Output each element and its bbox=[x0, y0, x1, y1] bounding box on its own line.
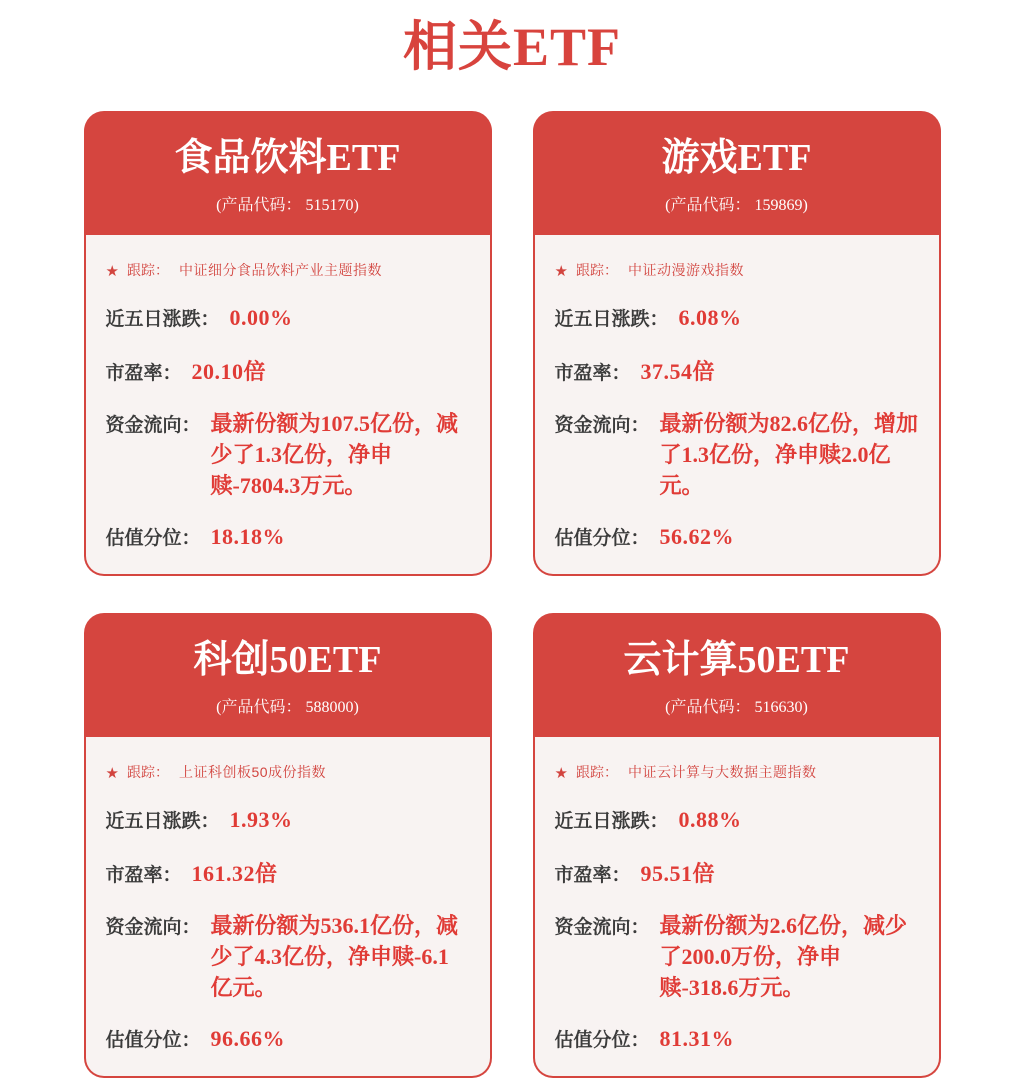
valuation-value: 56.62% bbox=[659, 524, 735, 549]
card-body bbox=[84, 737, 492, 1078]
card-header bbox=[533, 613, 941, 737]
valuation-value: 81.31% bbox=[659, 1026, 735, 1051]
valuation-label: 估值分位： bbox=[105, 528, 201, 549]
etf-product-code: (产品代码： 515170) bbox=[216, 197, 359, 214]
valuation-row bbox=[555, 523, 919, 550]
change5d-value: 0.00% bbox=[229, 305, 293, 330]
card-body bbox=[84, 235, 492, 576]
change5d-value: 1.93% bbox=[229, 807, 293, 832]
etf-card-grid bbox=[0, 111, 1024, 1078]
change5d-value: 6.08% bbox=[678, 305, 742, 330]
etf-card-star50 bbox=[84, 613, 492, 1078]
change5d-row bbox=[106, 806, 470, 833]
track-label: 跟踪： bbox=[126, 262, 169, 278]
pe-label: 市盈率： bbox=[105, 363, 182, 384]
change5d-row bbox=[555, 304, 919, 331]
pe-value: 95.51倍 bbox=[640, 861, 716, 886]
track-line bbox=[106, 261, 470, 280]
track-line bbox=[106, 763, 470, 782]
card-header bbox=[533, 111, 941, 235]
pe-row bbox=[106, 857, 470, 888]
etf-name: 游戏ETF bbox=[661, 137, 812, 179]
change5d-row bbox=[555, 806, 919, 833]
valuation-label: 估值分位： bbox=[105, 1030, 201, 1051]
page-title: 相关ETF bbox=[402, 17, 622, 77]
track-line bbox=[555, 763, 919, 782]
star-icon: ★ bbox=[554, 765, 568, 782]
valuation-row bbox=[106, 523, 470, 550]
flow-label: 资金流向： bbox=[554, 917, 650, 938]
pe-value: 161.32倍 bbox=[191, 861, 278, 886]
etf-card-food-beverage bbox=[84, 111, 492, 576]
change5d-label: 近五日涨跌： bbox=[554, 811, 669, 832]
flow-value: 最新份额为82.6亿份，增加了1.3亿份，净申赎2.0亿元。 bbox=[659, 411, 919, 498]
pe-label: 市盈率： bbox=[554, 363, 631, 384]
card-body bbox=[533, 737, 941, 1078]
etf-product-code: (产品代码： 159869) bbox=[665, 197, 808, 214]
star-icon: ★ bbox=[105, 263, 119, 280]
change5d-row bbox=[106, 304, 470, 331]
etf-name: 云计算50ETF bbox=[623, 639, 850, 681]
flow-value: 最新份额为2.6亿份，减少了200.0万份，净申赎-318.6万元。 bbox=[659, 913, 908, 1000]
flow-label: 资金流向： bbox=[105, 415, 201, 436]
etf-card-gaming bbox=[533, 111, 941, 576]
track-label: 跟踪： bbox=[575, 262, 618, 278]
track-index-name: 上证科创板50成份指数 bbox=[178, 764, 327, 780]
pe-value: 37.54倍 bbox=[640, 359, 716, 384]
track-label: 跟踪： bbox=[126, 764, 169, 780]
pe-row bbox=[555, 857, 919, 888]
pe-row bbox=[555, 355, 919, 386]
track-index-name: 中证动漫游戏指数 bbox=[627, 262, 744, 278]
pe-label: 市盈率： bbox=[105, 865, 182, 886]
change5d-value: 0.88% bbox=[678, 807, 742, 832]
star-icon: ★ bbox=[105, 765, 119, 782]
valuation-label: 估值分位： bbox=[554, 528, 650, 549]
etf-product-code: (产品代码： 588000) bbox=[216, 699, 359, 716]
card-body bbox=[533, 235, 941, 576]
etf-name: 科创50ETF bbox=[193, 639, 382, 681]
valuation-value: 96.66% bbox=[210, 1026, 286, 1051]
flow-row bbox=[106, 408, 470, 501]
flow-value: 最新份额为536.1亿份，减少了4.3亿份，净申赎-6.1亿元。 bbox=[210, 913, 459, 1000]
pe-value: 20.10倍 bbox=[191, 359, 267, 384]
etf-product-code: (产品代码： 516630) bbox=[665, 699, 808, 716]
valuation-row bbox=[555, 1025, 919, 1052]
change5d-label: 近五日涨跌： bbox=[105, 309, 220, 330]
change5d-label: 近五日涨跌： bbox=[554, 309, 669, 330]
valuation-label: 估值分位： bbox=[554, 1030, 650, 1051]
change5d-label: 近五日涨跌： bbox=[105, 811, 220, 832]
flow-row bbox=[555, 910, 919, 1003]
etf-name: 食品饮料ETF bbox=[174, 137, 401, 179]
flow-row bbox=[106, 910, 470, 1003]
track-label: 跟踪： bbox=[575, 764, 618, 780]
valuation-value: 18.18% bbox=[210, 524, 286, 549]
flow-label: 资金流向： bbox=[105, 917, 201, 938]
flow-row bbox=[555, 408, 919, 501]
track-line bbox=[555, 261, 919, 280]
pe-label: 市盈率： bbox=[554, 865, 631, 886]
star-icon: ★ bbox=[554, 263, 568, 280]
pe-row bbox=[106, 355, 470, 386]
etf-card-cloud50 bbox=[533, 613, 941, 1078]
flow-value: 最新份额为107.5亿份，减少了1.3亿份，净申赎-7804.3万元。 bbox=[210, 411, 459, 498]
track-index-name: 中证细分食品饮料产业主题指数 bbox=[178, 262, 382, 278]
track-index-name: 中证云计算与大数据主题指数 bbox=[627, 764, 817, 780]
valuation-row bbox=[106, 1025, 470, 1052]
card-header bbox=[84, 111, 492, 235]
card-header bbox=[84, 613, 492, 737]
flow-label: 资金流向： bbox=[554, 415, 650, 436]
